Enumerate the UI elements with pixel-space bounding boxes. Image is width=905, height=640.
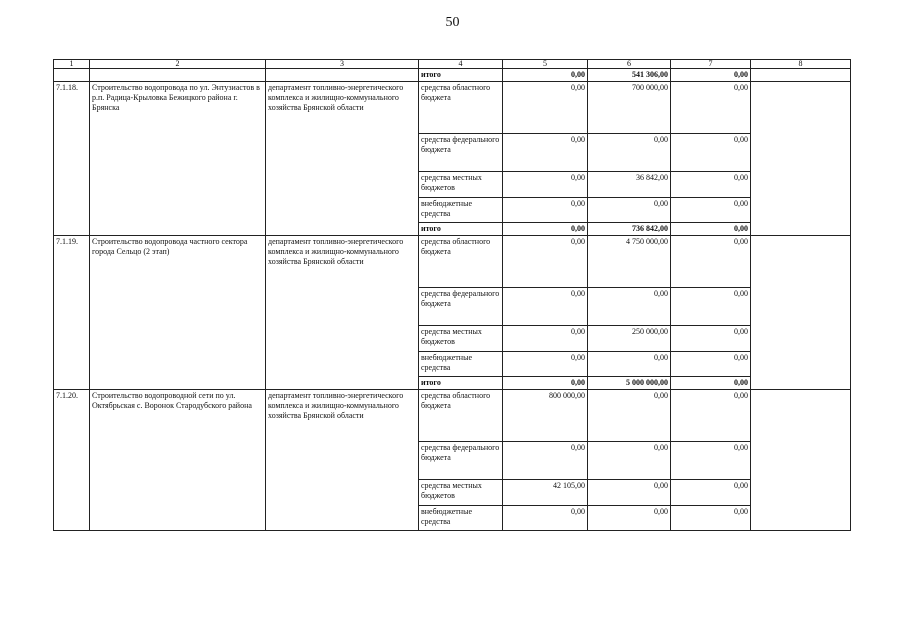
value-cell: 0,00	[588, 134, 671, 172]
table-cell	[266, 198, 419, 223]
source-cell: внебюджетные средства	[419, 352, 503, 377]
table-cell	[54, 377, 90, 390]
value-cell: 800 000,00	[503, 390, 588, 442]
table-cell	[751, 82, 851, 134]
table-cell	[54, 223, 90, 236]
table-cell	[54, 326, 90, 352]
value-cell: 0,00	[503, 82, 588, 134]
value-cell: 5 000 000,00	[588, 377, 671, 390]
value-cell: 0,00	[671, 236, 751, 288]
value-cell: 0,00	[503, 69, 588, 82]
source-cell: средства федерального бюджета	[419, 288, 503, 326]
table-cell	[90, 69, 266, 82]
value-cell: 0,00	[503, 172, 588, 198]
table-cell	[751, 198, 851, 223]
table-cell	[90, 352, 266, 377]
table-cell	[90, 172, 266, 198]
value-cell: 0,00	[671, 134, 751, 172]
table-row	[54, 198, 851, 223]
table-cell	[90, 506, 266, 531]
value-cell: 0,00	[503, 377, 588, 390]
value-cell: 0,00	[671, 506, 751, 531]
item-number: 7.1.18.	[54, 82, 90, 134]
value-cell: 541 306,00	[588, 69, 671, 82]
header-row	[54, 60, 851, 69]
table-row	[54, 223, 851, 236]
table-cell	[54, 198, 90, 223]
table-cell	[90, 326, 266, 352]
header-cell: 8	[751, 60, 851, 69]
value-cell: 0,00	[503, 288, 588, 326]
source-cell: средства федерального бюджета	[419, 442, 503, 480]
table-row	[54, 236, 851, 288]
value-cell: 0,00	[588, 506, 671, 531]
table-cell	[751, 352, 851, 377]
value-cell: 0,00	[503, 223, 588, 236]
table-row	[54, 69, 851, 82]
table-cell	[90, 288, 266, 326]
table-row	[54, 506, 851, 531]
table-row	[54, 442, 851, 480]
value-cell: 0,00	[588, 288, 671, 326]
table-row	[54, 377, 851, 390]
table-cell	[266, 506, 419, 531]
table-row	[54, 172, 851, 198]
table-cell	[90, 442, 266, 480]
value-cell: 700 000,00	[588, 82, 671, 134]
value-cell: 0,00	[671, 390, 751, 442]
value-cell: 0,00	[503, 506, 588, 531]
source-cell: итого	[419, 377, 503, 390]
table-cell	[54, 480, 90, 506]
table-row	[54, 390, 851, 442]
table-cell	[751, 223, 851, 236]
item-name: Строительство водопровода по ул. Энтузиастов в р.п. Радица-Крыловка Бежицкого района г. Брянска	[90, 82, 266, 134]
value-cell: 0,00	[503, 134, 588, 172]
table-cell	[266, 134, 419, 172]
table-cell	[266, 442, 419, 480]
source-cell: средства федерального бюджета	[419, 134, 503, 172]
value-cell: 0,00	[503, 198, 588, 223]
source-cell: итого	[419, 69, 503, 82]
table-cell	[751, 172, 851, 198]
value-cell: 0,00	[671, 198, 751, 223]
source-cell: средства местных бюджетов	[419, 480, 503, 506]
table-cell	[54, 69, 90, 82]
item-number: 7.1.20.	[54, 390, 90, 442]
value-cell: 0,00	[503, 236, 588, 288]
value-cell: 0,00	[671, 223, 751, 236]
source-cell: итого	[419, 223, 503, 236]
value-cell: 42 105,00	[503, 480, 588, 506]
table-cell	[54, 506, 90, 531]
table-cell	[54, 288, 90, 326]
table-cell	[266, 288, 419, 326]
header-cell: 3	[266, 60, 419, 69]
header-cell: 7	[671, 60, 751, 69]
value-cell: 0,00	[671, 172, 751, 198]
table-cell	[90, 480, 266, 506]
table-cell	[751, 134, 851, 172]
table-cell	[266, 172, 419, 198]
value-cell: 250 000,00	[588, 326, 671, 352]
table-cell	[751, 506, 851, 531]
item-department: департамент топливно-энергетического комплекса и жилищно-коммунального хозяйства Брянской области	[266, 390, 419, 442]
table-cell	[751, 442, 851, 480]
source-cell: внебюджетные средства	[419, 506, 503, 531]
source-cell: средства областного бюджета	[419, 236, 503, 288]
page-number: 50	[445, 15, 460, 30]
item-name: Строительство водопровода частного сектора города Сельцо (2 этап)	[90, 236, 266, 288]
source-cell: внебюджетные средства	[419, 198, 503, 223]
value-cell: 0,00	[503, 352, 588, 377]
table-cell	[54, 134, 90, 172]
table-cell	[751, 377, 851, 390]
table-row	[54, 480, 851, 506]
table-cell	[266, 223, 419, 236]
source-cell: средства местных бюджетов	[419, 172, 503, 198]
table-row	[54, 82, 851, 134]
value-cell: 0,00	[588, 442, 671, 480]
table-cell	[266, 377, 419, 390]
table-cell	[90, 223, 266, 236]
header-cell: 2	[90, 60, 266, 69]
value-cell: 736 842,00	[588, 223, 671, 236]
table-cell	[266, 352, 419, 377]
budget-table	[53, 59, 851, 531]
table-row	[54, 134, 851, 172]
table-cell	[90, 377, 266, 390]
source-cell: средства областного бюджета	[419, 390, 503, 442]
value-cell: 4 750 000,00	[588, 236, 671, 288]
table-cell	[90, 134, 266, 172]
item-department: департамент топливно-энергетического комплекса и жилищно-коммунального хозяйства Брянской области	[266, 82, 419, 134]
table-cell	[751, 390, 851, 442]
header-cell: 5	[503, 60, 588, 69]
table-cell	[266, 69, 419, 82]
table-cell	[751, 69, 851, 82]
value-cell: 0,00	[503, 326, 588, 352]
item-number: 7.1.19.	[54, 236, 90, 288]
header-cell: 1	[54, 60, 90, 69]
table-cell	[54, 172, 90, 198]
header-cell: 6	[588, 60, 671, 69]
value-cell: 0,00	[588, 198, 671, 223]
value-cell: 0,00	[671, 377, 751, 390]
table-cell	[266, 326, 419, 352]
table-cell	[90, 198, 266, 223]
value-cell: 0,00	[671, 288, 751, 326]
value-cell: 36 842,00	[588, 172, 671, 198]
value-cell: 0,00	[671, 480, 751, 506]
table-cell	[751, 236, 851, 288]
value-cell: 0,00	[671, 69, 751, 82]
header-cell: 4	[419, 60, 503, 69]
table-cell	[54, 352, 90, 377]
table-cell	[54, 442, 90, 480]
table-cell	[751, 480, 851, 506]
value-cell: 0,00	[671, 326, 751, 352]
value-cell: 0,00	[671, 82, 751, 134]
source-cell: средства местных бюджетов	[419, 326, 503, 352]
item-department: департамент топливно-энергетического комплекса и жилищно-коммунального хозяйства Брянской области	[266, 236, 419, 288]
source-cell: средства областного бюджета	[419, 82, 503, 134]
table-row	[54, 326, 851, 352]
table-row	[54, 352, 851, 377]
value-cell: 0,00	[588, 480, 671, 506]
value-cell: 0,00	[588, 390, 671, 442]
value-cell: 0,00	[588, 352, 671, 377]
table-cell	[751, 288, 851, 326]
table-cell	[266, 480, 419, 506]
table-row	[54, 288, 851, 326]
table-cell	[751, 326, 851, 352]
value-cell: 0,00	[671, 442, 751, 480]
item-name: Строительство водопроводной сети по ул. Октябрьская с. Воронок Стародубского района	[90, 390, 266, 442]
value-cell: 0,00	[671, 352, 751, 377]
value-cell: 0,00	[503, 442, 588, 480]
